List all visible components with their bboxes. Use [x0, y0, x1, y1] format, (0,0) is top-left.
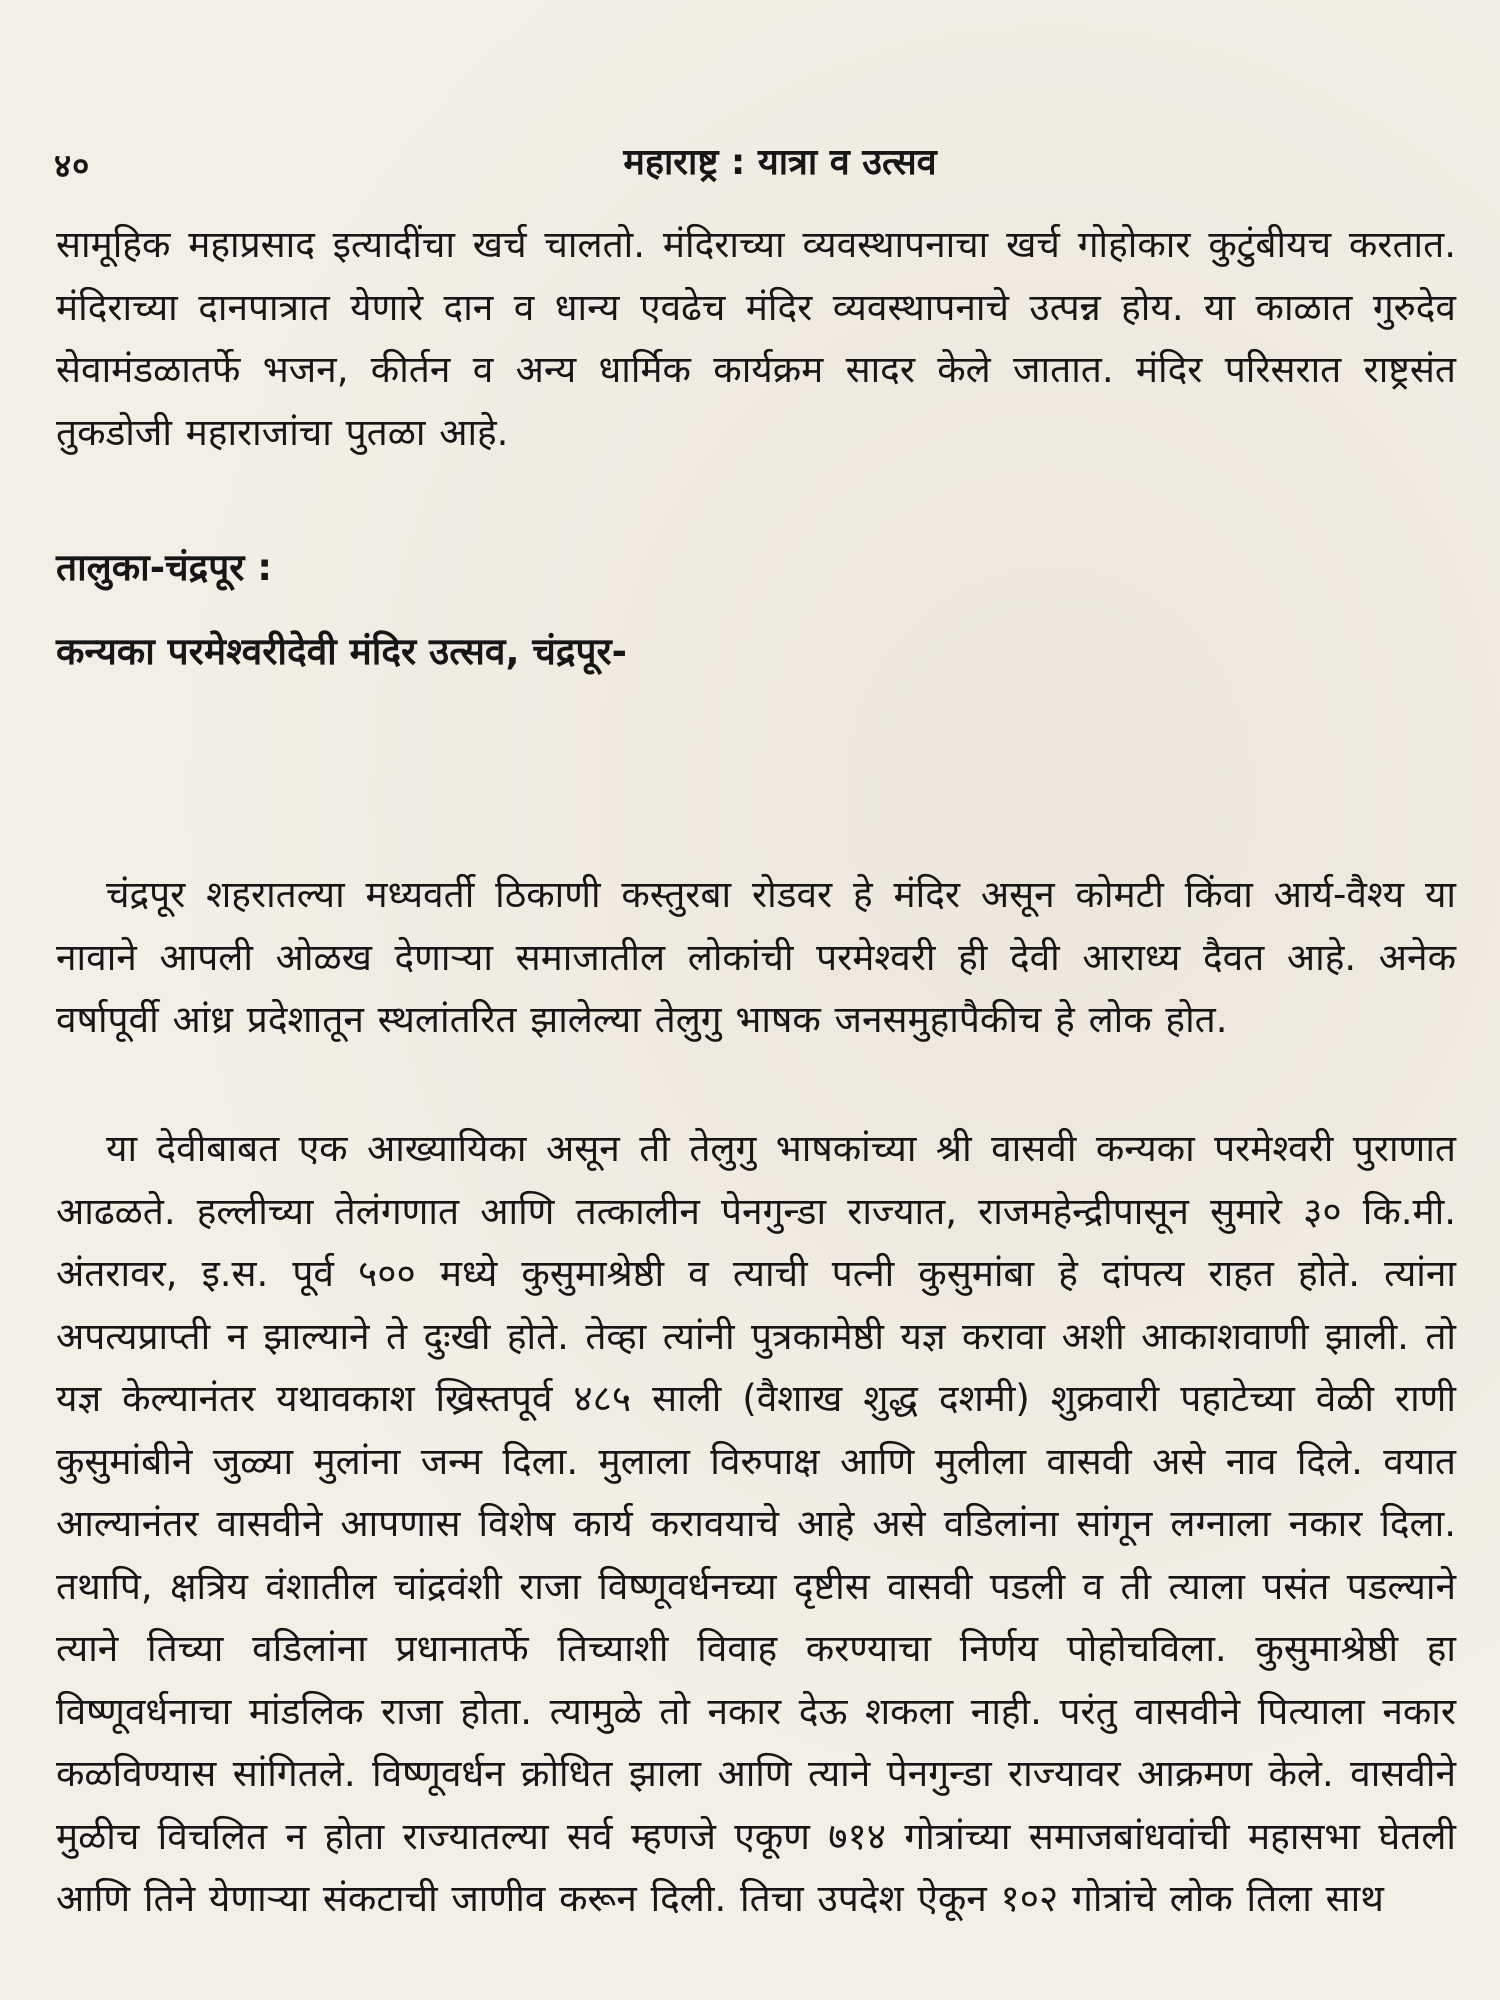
running-header: महाराष्ट्र : यात्रा व उत्सव — [623, 142, 937, 183]
paragraph-legend: या देवीबाबत एक आख्यायिका असून ती तेलुगु भाषकांच्या श्री वासवी कन्यका परमेश्वरी पुराणात आढळते. हल्लीच्या तेलंगणात आणि तत्कालीन पेनगुन्डा राज्यात, राजमहेन्द्रीपासून सुमारे ३० कि.मी. अंतरावर, इ.स. पूर्व ५०० मध्ये कुसुमाश्रेष्ठी व त्याची पत्नी कुसुमांबा हे दांपत्य राहत होते. त्यांना अपत्यप्राप्ती न झाल्याने ते दुःखी होते. तेव्हा त्यांनी पुत्रकामेष्ठी यज्ञ करावा अशी आकाशवाणी झाली. तो यज्ञ केल्यानंतर यथावकाश ख्रिस्तपूर्व ४८५ साली (वैशाख शुद्ध दशमी) शुक्रवारी पहाटेच्या वेळी राणी कुसुमांबीने जुळ्या मुलांना जन्म दिला. मुलाला विरुपाक्ष आणि मुलीला वासवी असे नाव दिले. वयात आल्यानंतर वासवीने आपणास विशेष कार्य करावयाचे आहे असे वडिलांना सांगून लग्नाला नकार दिला. तथापि, क्षत्रिय वंशातील चांद्रवंशी राजा विष्णूवर्धनच्या दृष्टीस वासवी पडली व ती त्याला पसंत पडल्याने त्याने तिच्या वडिलांना प्रधानातर्फे तिच्याशी विवाह करण्याचा निर्णय पोहोचविला. कुसुमाश्रेष्ठी हा विष्णूवर्धनाचा मांडलिक राजा होता. त्यामुळे तो नकार देऊ शकला नाही. परंतु वासवीने पित्याला नकार कळविण्यास सांगितले. विष्णूवर्धन क्रोधित झाला आणि त्याने पेनगुन्डा राज्यावर आक्रमण केले. वासवीने मुळीच विचलित न होता राज्यातल्या सर्व म्हणजे एकूण ७१४ गोत्रांच्या समाजबांधवांची महासभा घेतली आणि तिने येणाऱ्या संकटाची जाणीव करून दिली. तिचा उपदेश ऐकून १०२ गोत्रांचे लोक तिला साथ — [56, 1127, 1456, 1920]
paragraph-temple-location: चंद्रपूर शहरातल्या मध्यवर्ती ठिकाणी कस्तुरबा रोडवर हे मंदिर असून कोमटी किंवा आर्य-वैश्य या नावाने आपली ओळख देणाऱ्या समाजातील लोकांची परमेश्वरी ही देवी आराध्य दैवत आहे. अनेक वर्षापूर्वी आंध्र प्रदेशातून स्थलांतरित झालेल्या तेलुगु भाषक जनसमुहापैकीच हे लोक होत. — [56, 873, 1456, 1041]
paragraph-temple-management: सामूहिक महाप्रसाद इत्यादींचा खर्च चालतो. मंदिराच्या व्यवस्थापनाचा खर्च गोहोकार कुटुंबीयच करतात. मंदिराच्या दानपात्रात येणारे दान व धान्य एवढेच मंदिर व्यवस्थापनाचे उत्पन्न होय. या काळात गुरुदेव सेवामंडळातर्फे भजन, कीर्तन व अन्य धार्मिक कार्यक्रम सादर केले जातात. मंदिर परिसरात राष्ट्रसंत तुकडोजी महाराजांचा पुतळा आहे. — [56, 223, 1456, 454]
section-heading-taluka: तालुका-चंद्रपूर : — [56, 546, 273, 589]
section-heading-temple: कन्यका परमेश्वरीदेवी मंदिर उत्सव, चंद्रपूर- — [56, 630, 628, 673]
page-number: ४० — [54, 146, 91, 185]
